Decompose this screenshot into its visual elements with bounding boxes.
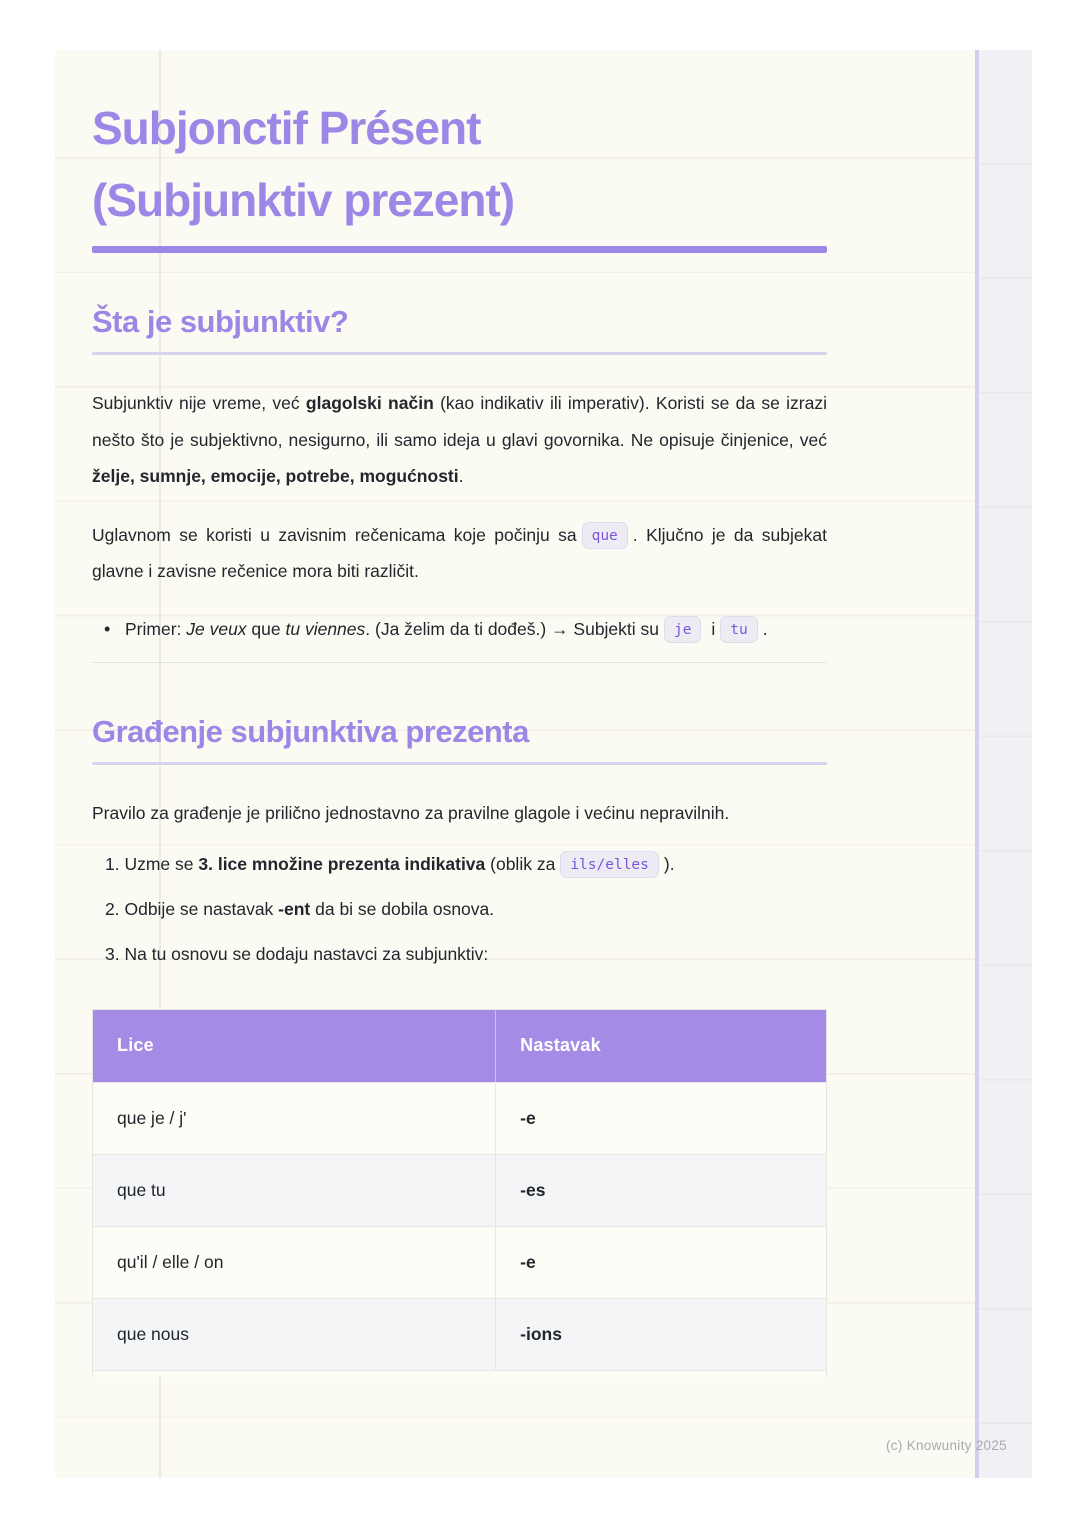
table-header-nastavak: Nastavak [520, 1035, 601, 1055]
paragraph-definition: Subjunktiv nije vreme, već glagolski način (kao indikativ ili imperativ). Koristi se da se izrazi nešto što je subjektivno, nesigurno, ili samo ideja u glavi govornika. Ne opisuje činjenice, već želje, sumnje, emocije, potrebe, mogućnosti. [92, 393, 827, 486]
inline-code-chip: tu [720, 616, 757, 644]
paragraph-rule: Pravilo za građenje je prilično jednostavno za pravilne glagole i većinu nepravilnih. [92, 803, 730, 823]
table-cell-ending: -e [520, 1251, 536, 1272]
table-header-row [93, 1010, 826, 1082]
next-page-edge-panel [975, 50, 1032, 1478]
paragraph-usage: Uglavnom se koristi u zavisnim rečenicama koje počinju sa que . Ključno je da subjekat glavne i zavisne rečenice mora biti različit. [92, 517, 827, 590]
table-header-lice: Lice [93, 1010, 496, 1082]
table-cell-person: que je / j' [93, 1083, 496, 1154]
page-title-line1: Subjonctif Présent [92, 102, 481, 154]
inline-code-chip: je [664, 616, 701, 644]
table-row [93, 1298, 826, 1370]
heading-underline [92, 762, 827, 765]
section-heading-what-is-subjunctive: Šta je subjunktiv? [92, 304, 349, 339]
formation-step: Na tu osnovu se dodaju nastavci za subjunktiv: [124, 943, 489, 964]
inline-code-chip: que [582, 522, 628, 550]
formation-step: Odbije se nastavak -ent da bi se dobila osnova. [124, 898, 495, 919]
table-cell-ending: -ions [520, 1323, 562, 1344]
formation-steps-list [92, 846, 827, 973]
example-bullet-list [92, 610, 827, 648]
conjugation-table [92, 1009, 827, 1377]
page-title [92, 92, 827, 236]
example-bullet-item: • Primer: Je veux que tu viennes. (Ja želim da ti dođeš.) → Subjekti su je i tu . [125, 610, 827, 648]
table-cell-person: que tu [93, 1155, 496, 1226]
note-page [55, 50, 975, 1478]
section-divider [92, 662, 827, 664]
table-row-cutoff [93, 1370, 826, 1377]
inline-code-chip: ils/elles [560, 851, 659, 879]
page-title-line2: (Subjunktiv prezent) [92, 174, 515, 226]
table-cell-ending: -es [520, 1179, 546, 1200]
watermark: (c) Knowunity 2025 [886, 1438, 1007, 1453]
title-rule [92, 246, 827, 253]
table-row [93, 1226, 826, 1298]
section-heading-formation: Građenje subjunktiva prezenta [92, 714, 529, 749]
table-cell-person: qu'il / elle / on [93, 1227, 496, 1298]
table-cell-ending: -e [520, 1107, 536, 1128]
formation-step: Uzme se 3. lice množine prezenta indikativa (oblik za ils/elles ). [105, 846, 827, 883]
content-column [92, 50, 827, 1377]
table-cell-person: que nous [93, 1299, 496, 1370]
table-row [93, 1154, 826, 1226]
table-row [93, 1082, 826, 1154]
heading-underline [92, 352, 827, 355]
